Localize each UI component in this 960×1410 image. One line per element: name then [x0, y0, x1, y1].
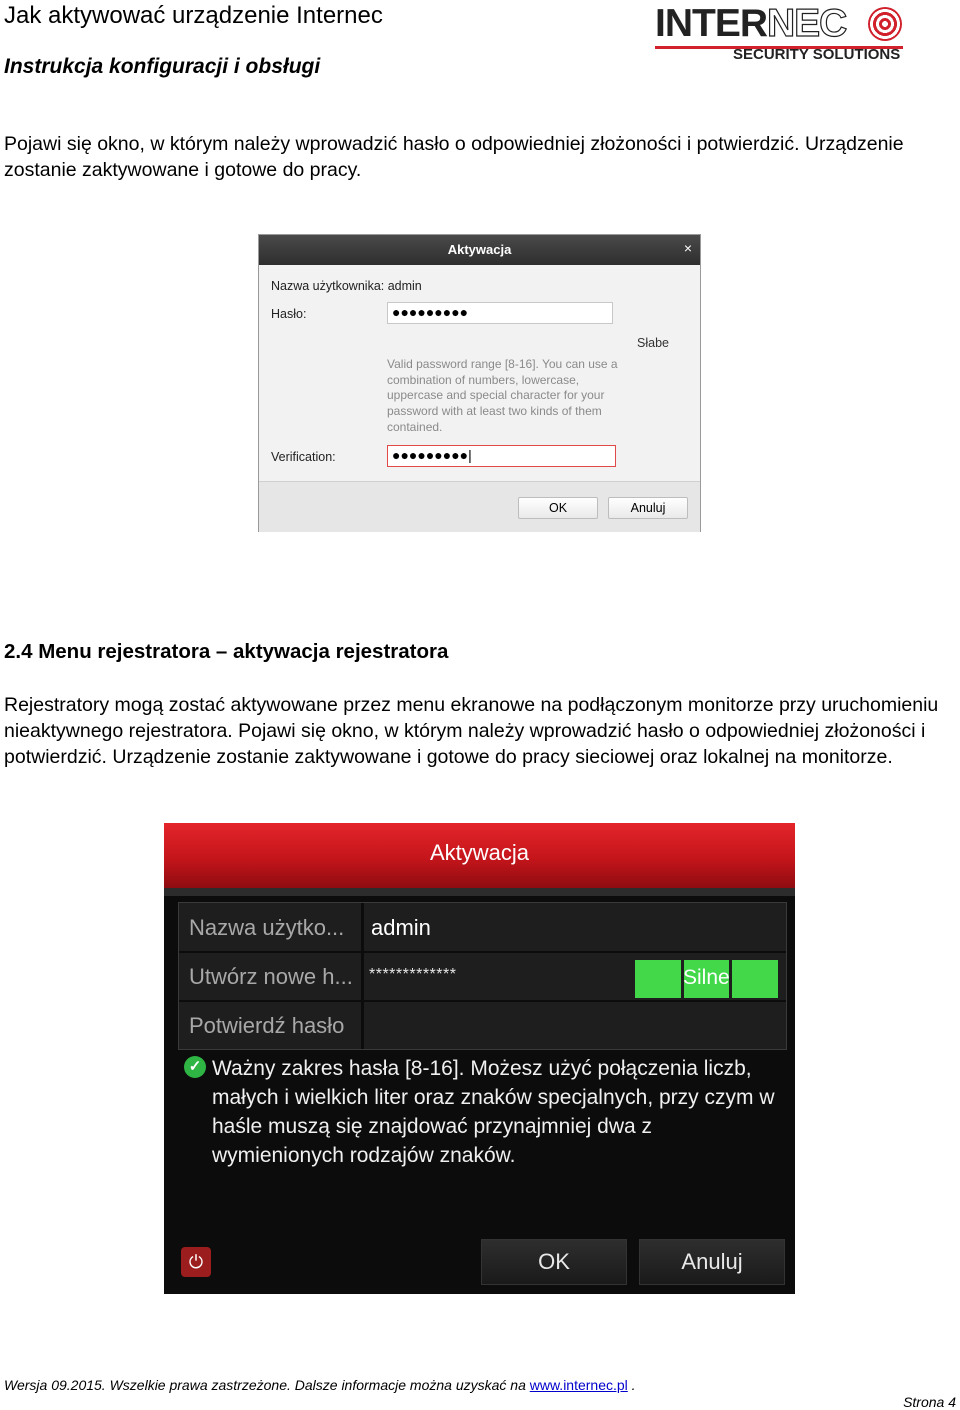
dialog-header: [259, 235, 700, 265]
cancel-button[interactable]: Anuluj: [608, 497, 688, 519]
cancel-button[interactable]: Anuluj: [639, 1239, 785, 1285]
header-divider: [164, 888, 795, 896]
new-password-input[interactable]: *************: [369, 966, 457, 983]
website-link[interactable]: www.internec.pl: [529, 1377, 628, 1393]
verification-label: Verification:: [271, 450, 336, 464]
username-row: [179, 903, 786, 953]
password-strength: Silne: [683, 966, 730, 989]
check-icon: ✓: [184, 1056, 206, 1078]
footer-text: Wersja 09.2015. Wszelkie prawa zastrzeżone. Dalsze informacje można uzyskać na: [4, 1377, 530, 1393]
password-strength-bar: [635, 960, 778, 998]
username-value[interactable]: admin: [371, 915, 431, 940]
dialog-title: Aktywacja: [447, 242, 512, 257]
confirm-password-label: Potwierdź hasło: [189, 1013, 345, 1038]
new-password-row: [179, 952, 786, 1002]
power-icon[interactable]: ⏻: [181, 1247, 211, 1277]
form-column-divider: [361, 903, 364, 1049]
footer-note: [4, 1377, 636, 1393]
logo-tagline: SECURITY SOLUTIONS: [733, 46, 901, 63]
ok-button[interactable]: OK: [481, 1239, 627, 1285]
section-paragraph: Rejestratory mogą zostać aktywowane przez menu ekranowe na podłączonym monitorze przy uruchomieniu nieaktywnego rejestratora. Pojawi się okno, w którym należy wprowadzić hasło o odpowiedniej złożoności i potwierdzić. Urządzenie zostanie zaktywowane i gotowe do pracy sieciowej oraz lokalnej na monitorze.: [4, 694, 939, 768]
password-hint: Valid password range [8-16]. You can use a combination of numbers, lowercase, uppercase and special character for your password with at least two kinds of them contained.: [387, 357, 618, 434]
password-strength: Słabe: [637, 336, 669, 350]
dialog-title: Aktywacja: [429, 840, 530, 865]
dialog-footer: [259, 481, 700, 532]
page-number: Strona 4: [903, 1394, 956, 1410]
dialog-footer: [164, 1227, 795, 1294]
password-hint: Ważny zakres hasła [8-16]. Możesz użyć połączenia liczb, małych i wielkich liter oraz znaków specjalnych, przy czym w haśle muszą się znajdować przynajmniej dwa z wymienionych rodzajów znaków.: [212, 1057, 775, 1167]
document-title: Jak aktywować urządzenie Internec: [4, 2, 383, 29]
confirm-password-row: [179, 1001, 786, 1049]
dialog-header: [164, 823, 795, 888]
intro-paragraph: Pojawi się okno, w którym należy wprowadzić hasło o odpowiedniej złożoności i potwierdzić. Urządzenie zostanie zaktywowane i gotowe do pracy.: [4, 133, 904, 181]
username-label: Nazwa użytkownika: admin: [271, 279, 422, 293]
new-password-label: Utwórz nowe h...: [189, 964, 353, 989]
internec-logo: [655, 4, 905, 66]
password-input[interactable]: ●●●●●●●●●: [387, 302, 613, 324]
close-icon[interactable]: ×: [683, 240, 692, 256]
footer-tail: .: [627, 1377, 636, 1393]
verification-input[interactable]: ●●●●●●●●●|: [387, 445, 616, 467]
logo-target-icon: [868, 7, 902, 41]
username-label: Nazwa użytko...: [189, 915, 345, 940]
document-subtitle: Instrukcja konfiguracji i obsługi: [4, 55, 321, 78]
ok-button[interactable]: OK: [518, 497, 598, 519]
activation-form: [178, 902, 787, 1050]
recorder-activation-dialog: [164, 823, 795, 1294]
logo-wordmark: INTERNEC: [655, 2, 847, 45]
web-activation-dialog: [258, 234, 701, 532]
password-label: Hasło:: [271, 307, 307, 321]
section-title: 2.4 Menu rejestratora – aktywacja rejestratora: [4, 640, 449, 663]
